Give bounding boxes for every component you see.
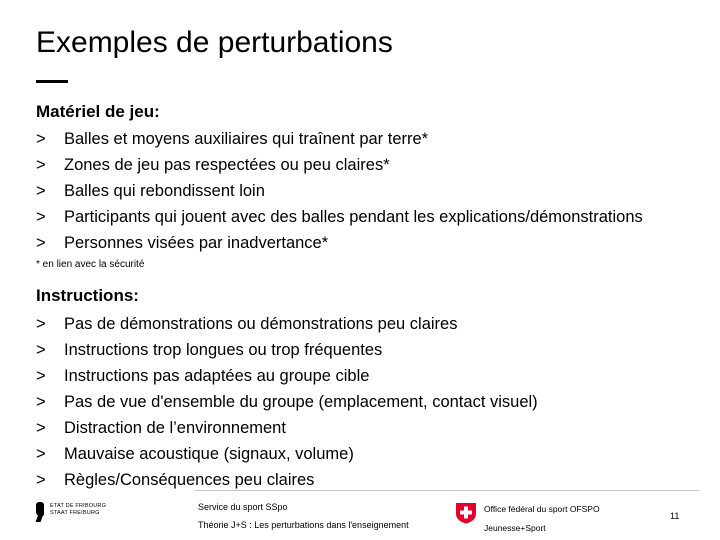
list-item-text: Instructions pas adaptées au groupe cible	[64, 367, 370, 385]
list-item-text: Pas de vue d'ensemble du groupe (emplacement, contact visuel)	[64, 393, 538, 411]
list-item-text: Distraction de l’environnement	[64, 419, 286, 437]
footer-office-name: Office fédéral du sport OFSPO	[484, 504, 600, 514]
fribourg-logo	[36, 500, 107, 524]
list-item-text: Pas de démonstrations ou démonstrations peu claires	[64, 315, 458, 333]
bullet-marker: >	[36, 130, 46, 148]
bullet-marker: >	[36, 182, 46, 200]
section-heading-materiel: Matériel de jeu:	[36, 102, 160, 121]
list-item-text: Instructions trop longues ou trop fréquentes	[64, 341, 383, 359]
list-item-text: Balles qui rebondissent loin	[64, 182, 265, 200]
bullet-marker: >	[36, 367, 46, 385]
bullet-marker: >	[36, 156, 46, 174]
bullet-marker: >	[36, 315, 46, 333]
list-item-text: Règles/Conséquences peu claires	[64, 471, 315, 489]
bullet-marker: >	[36, 393, 46, 411]
bullet-marker: >	[36, 419, 46, 437]
comma-tail-icon	[36, 514, 44, 522]
slide-title: Exemples de perturbations	[36, 26, 393, 59]
footer-source	[198, 498, 409, 534]
list-item-text: Balles et moyens auxiliaires qui traînent par terre*	[64, 130, 429, 148]
fribourg-logo-text	[50, 503, 106, 517]
bullet-marker: >	[36, 234, 46, 252]
bullet-marker: >	[36, 471, 46, 489]
footer-document: Théorie J+S : Les perturbations dans l'enseignement	[198, 520, 409, 530]
safety-footnote: * en lien avec la sécurité	[36, 259, 145, 270]
list-item-text: Mauvaise acoustique (signaux, volume)	[64, 445, 354, 463]
footer-office	[484, 500, 600, 538]
title-underline	[36, 80, 68, 83]
logo-line-1: ETAT DE FRIBOURG	[50, 503, 107, 509]
list-item-text: Participants qui jouent avec des balles pendant les explications/démonstrations	[64, 208, 643, 226]
footer-service: Service du sport SSpo	[198, 502, 288, 512]
bullet-marker: >	[36, 445, 46, 463]
list-item-text: Personnes visées par inadvertance*	[64, 234, 329, 252]
bullet-marker: >	[36, 341, 46, 359]
logo-line-2: STAAT FREIBURG	[50, 510, 100, 516]
swiss-flag-icon	[455, 502, 477, 524]
page-number: 11	[670, 511, 680, 521]
section-heading-instructions: Instructions:	[36, 286, 139, 305]
list-item-text: Zones de jeu pas respectées ou peu claires*	[64, 156, 390, 174]
flag-cross-horizontal	[460, 511, 472, 515]
footer-divider	[195, 490, 700, 491]
bullet-marker: >	[36, 208, 46, 226]
footer-program: Jeunesse+Sport	[484, 523, 546, 533]
